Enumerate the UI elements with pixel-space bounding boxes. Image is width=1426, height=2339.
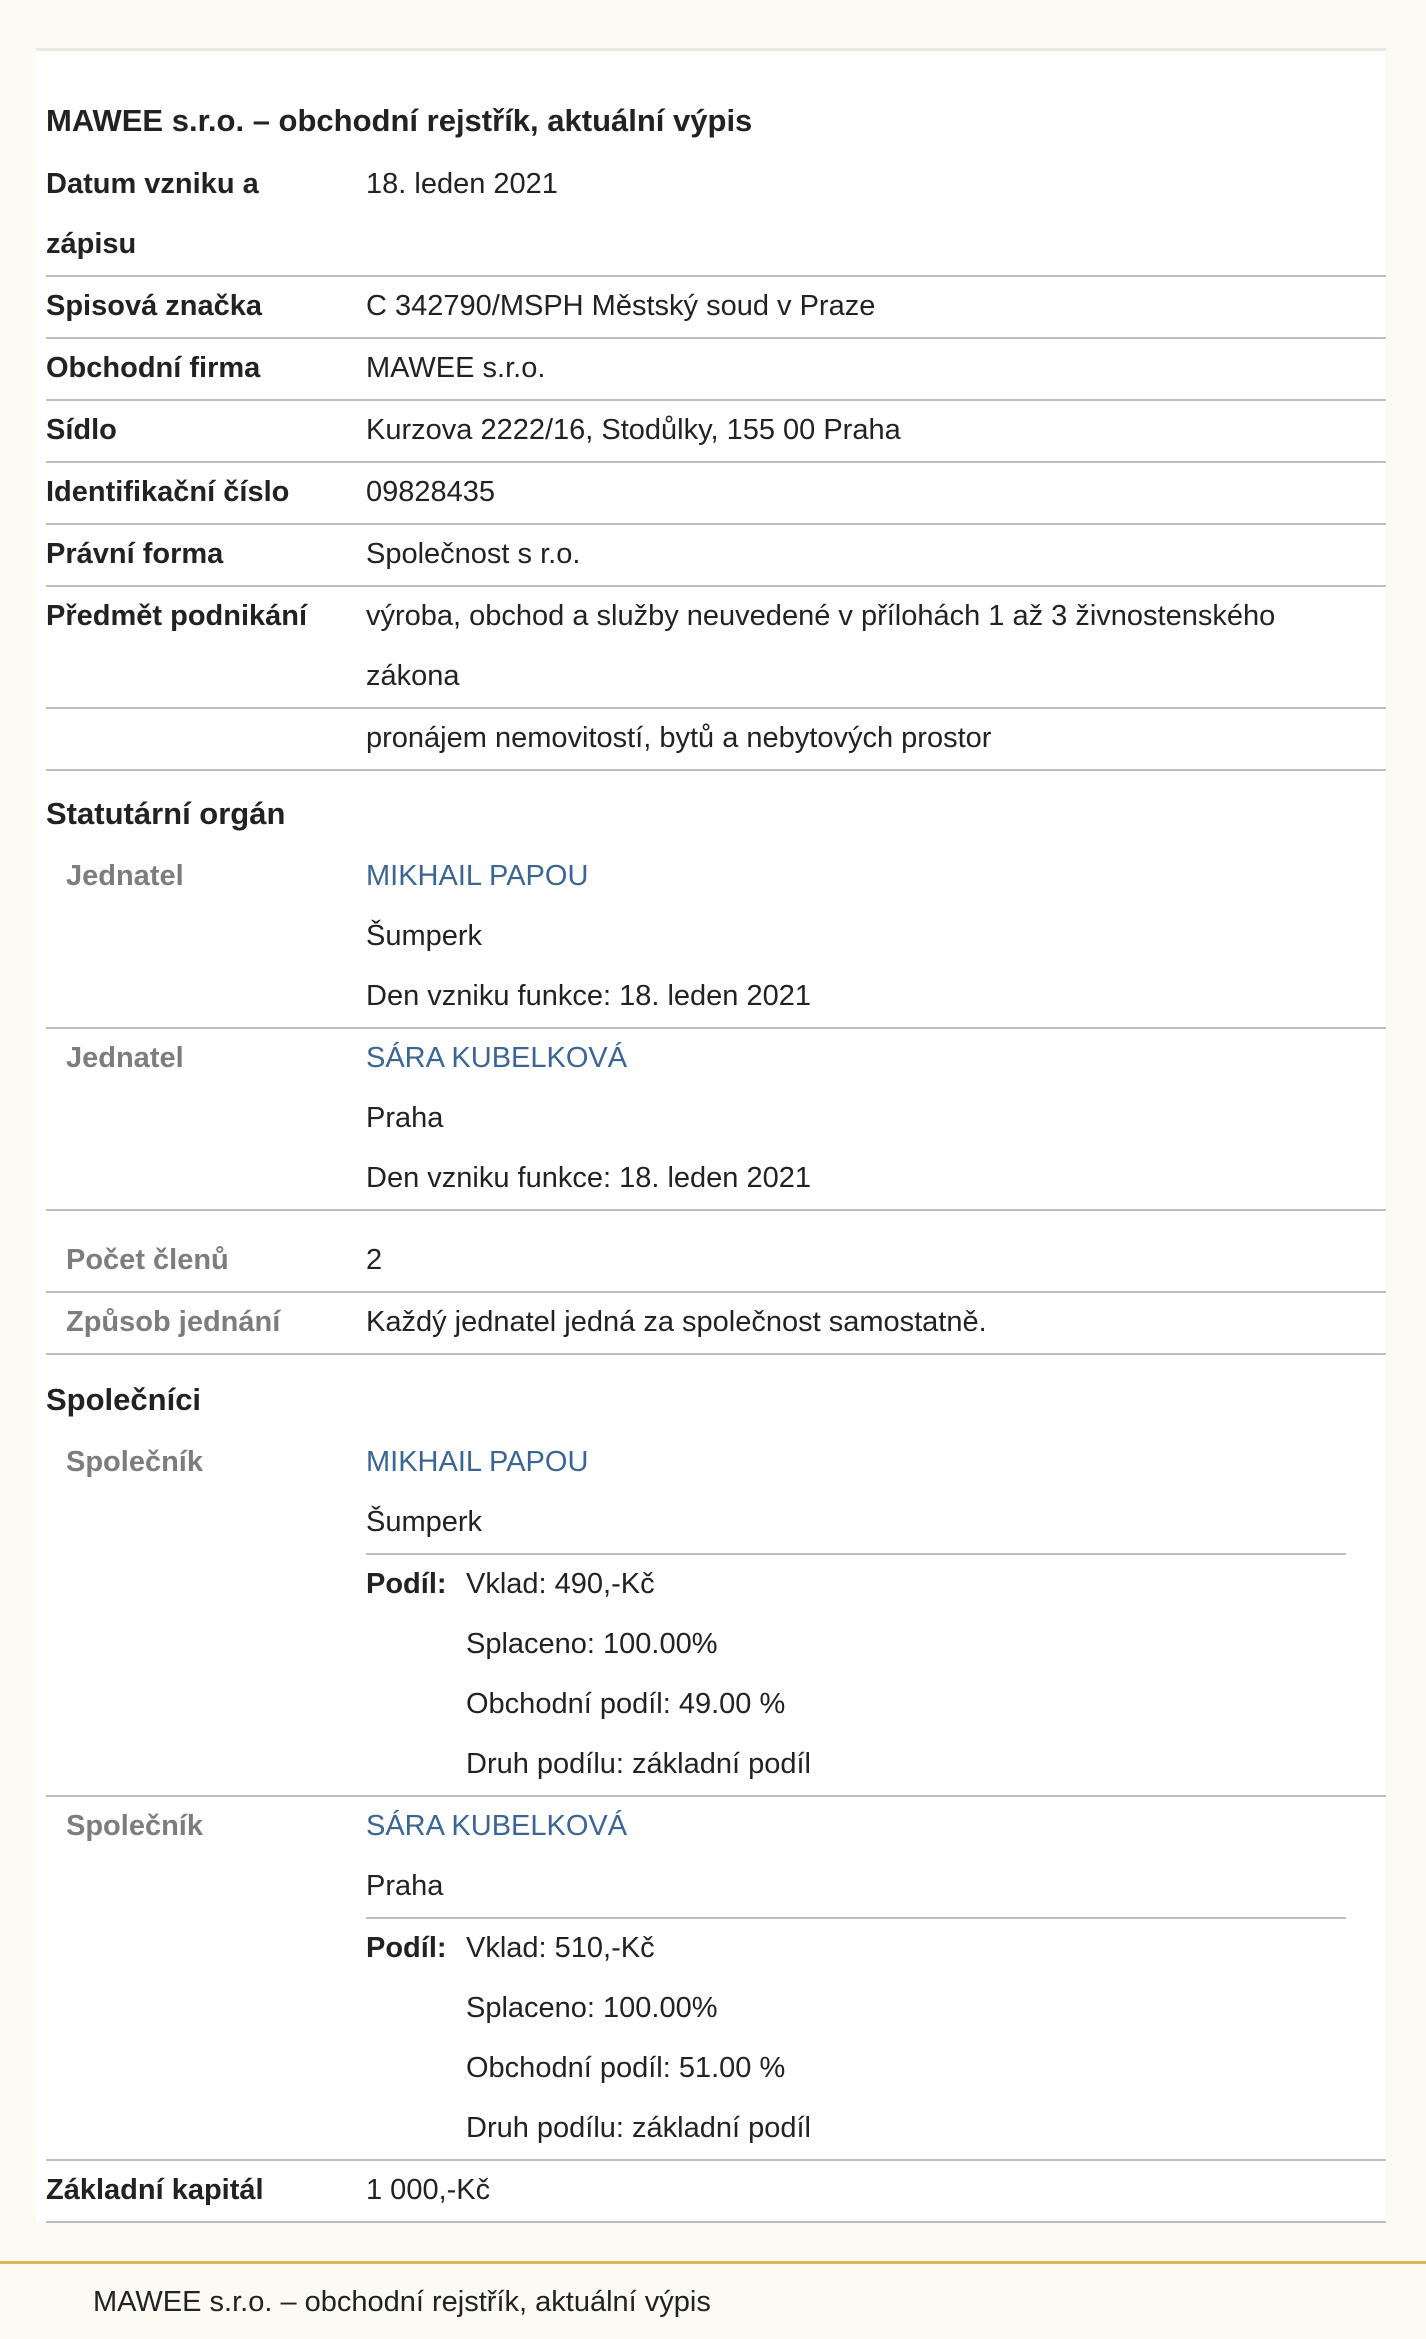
druh-podilu-value: Druh podílu: základní podíl <box>466 1748 811 1780</box>
forma-label: Právní forma <box>46 538 224 570</box>
page-footer <box>0 2261 1426 2339</box>
predmet-value-1-cont: zákona <box>366 660 460 692</box>
row-divider <box>46 1353 1386 1355</box>
predmet-label: Předmět podnikání <box>46 600 308 632</box>
firma-label: Obchodní firma <box>46 352 261 384</box>
kapital-label: Základní kapitál <box>46 2174 264 2206</box>
datum-label: Datum vzniku a <box>46 168 259 200</box>
spolecnici-heading: Společníci <box>46 1382 202 1417</box>
pocet-clenu-value: 2 <box>366 1244 383 1276</box>
podil-label: Podíl: <box>366 1568 447 1600</box>
spolecnik-city: Praha <box>366 1870 444 1902</box>
ic-value: 09828435 <box>366 476 496 508</box>
podil-label: Podíl: <box>366 1932 447 1964</box>
extract-panel <box>36 48 1386 2223</box>
row-divider <box>46 769 1386 771</box>
jednatel-since: Den vzniku funkce: 18. leden 2021 <box>366 980 811 1012</box>
row-divider <box>46 1209 1386 1211</box>
spolecnik-role: Společník <box>66 1446 203 1478</box>
statutarni-heading: Statutární orgán <box>46 796 286 831</box>
row-divider <box>46 1795 1386 1797</box>
vklad-value: Vklad: 490,-Kč <box>466 1568 655 1600</box>
footer-title: MAWEE s.r.o. – obchodní rejstřík, aktuální výpis <box>93 2286 711 2318</box>
spolecnik-city: Šumperk <box>366 1506 483 1538</box>
jednatel-name-link[interactable]: MIKHAIL PAPOU <box>366 860 589 892</box>
jednatel-role: Jednatel <box>66 860 184 892</box>
firma-value: MAWEE s.r.o. <box>366 352 546 384</box>
jednatel-city: Praha <box>366 1102 444 1134</box>
obchodni-podil-value: Obchodní podíl: 51.00 % <box>466 2052 786 2084</box>
jednatel-since: Den vzniku funkce: 18. leden 2021 <box>366 1162 811 1194</box>
row-divider <box>46 2221 1386 2223</box>
pocet-clenu-label: Počet členů <box>66 1244 229 1276</box>
spis-label: Spisová značka <box>46 290 262 322</box>
druh-podilu-value: Druh podílu: základní podíl <box>466 2112 811 2144</box>
jednatel-name-link[interactable]: SÁRA KUBELKOVÁ <box>366 1042 628 1074</box>
splaceno-value: Splaceno: 100.00% <box>466 1628 718 1660</box>
ic-label: Identifikační číslo <box>46 476 290 508</box>
spolecnik-name-link[interactable]: MIKHAIL PAPOU <box>366 1446 589 1478</box>
jednatel-city: Šumperk <box>366 920 483 952</box>
jednatel-role: Jednatel <box>66 1042 184 1074</box>
spolecnik-name-link[interactable]: SÁRA KUBELKOVÁ <box>366 1810 628 1842</box>
forma-value: Společnost s r.o. <box>366 538 581 570</box>
datum-value: 18. leden 2021 <box>366 168 558 200</box>
sidlo-value: Kurzova 2222/16, Stodůlky, 155 00 Praha <box>366 414 901 446</box>
predmet-value-1: výroba, obchod a služby neuvedené v přílohách 1 až 3 živnostenského <box>366 600 1276 632</box>
vklad-value: Vklad: 510,-Kč <box>466 1932 655 1964</box>
zpusob-jednani-label: Způsob jednání <box>66 1306 281 1338</box>
spis-value: C 342790/MSPH Městský soud v Praze <box>366 290 876 322</box>
row-divider <box>46 1027 1386 1029</box>
spolecnik-role: Společník <box>66 1810 203 1842</box>
sidlo-label: Sídlo <box>46 414 117 446</box>
row-divider <box>46 523 1386 525</box>
splaceno-value: Splaceno: 100.00% <box>466 1992 718 2024</box>
page-title: MAWEE s.r.o. – obchodní rejstřík, aktuální výpis <box>46 103 753 138</box>
datum-label-cont: zápisu <box>46 228 137 260</box>
obchodni-podil-value: Obchodní podíl: 49.00 % <box>466 1688 786 1720</box>
predmet-value-2: pronájem nemovitostí, bytů a nebytových prostor <box>366 722 992 754</box>
kapital-value: 1 000,-Kč <box>366 2174 491 2206</box>
zpusob-jednani-value: Každý jednatel jedná za společnost samostatně. <box>366 1306 987 1338</box>
